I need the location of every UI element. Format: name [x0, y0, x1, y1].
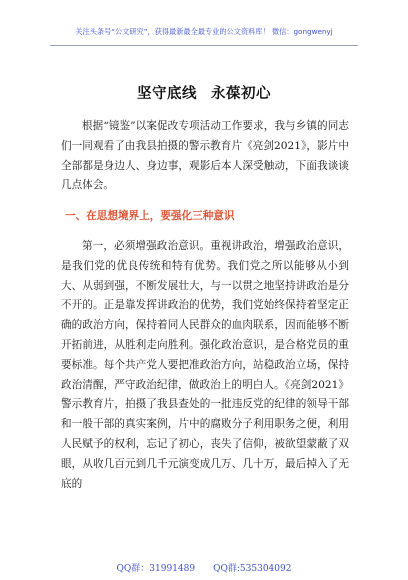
title-part-1: 坚守底线	[137, 86, 197, 102]
footer-contacts	[0, 561, 408, 574]
footer-qq-group-2[interactable]: QQ群:535304092	[213, 564, 292, 574]
title-part-2: 永葆初心	[211, 86, 271, 102]
document-title	[0, 82, 408, 103]
section-heading: 一、在思想境界上，要强化三种意识	[65, 210, 235, 222]
main-paragraph: 第一，必须增强政治意识。重视讲政治，增强政治意识，是我们党的优良传统和特有优势。我们党之所以能够从小到大、从弱到强，不断发展壮大，与一以贯之地坚持讲政治是分不开的。正是靠发挥讲政治的优势，我们党始终保持着坚定正确的政治方向，保持着同人民群众的血肉联系，因而能够不断开拓前进，从胜利走向胜利。强化政治意识，是合格党员的重要标准。每个共产党人要把准政治方向，站稳政治立场，保持政治清醒，严守政治纪律，做政治上的明白人。《亮剑2021》警示教育片，拍摄了我县查处的一批违反党的纪律的领导干部和一般干部的真实案例，片中的腐败分子利用职务之便，利用人民赋予的权利，忘记了初心，丧失了信仰，被欲望蒙蔽了双眼，从收几百元到几千元演变成几万、几十万，最后掉入了无底的	[61, 240, 349, 490]
header-promo-text[interactable]: 关注头条号“公文研究”，获得最新最全最专业的公文资料库！ 微信：gongwenyj	[75, 27, 333, 36]
header-divider	[50, 45, 358, 46]
footer-qq-group-1[interactable]: QQ群：31991489	[116, 564, 196, 574]
intro-paragraph: 根据“镜鉴”以案促改专项活动工作要求，我与乡镇的同志们一同观看了由我县拍摄的警示教育片《亮剑2021》，影片中全部都是身边人、身边事，观影后本人深受触动，下面我谈谈几点体会。	[61, 120, 349, 192]
